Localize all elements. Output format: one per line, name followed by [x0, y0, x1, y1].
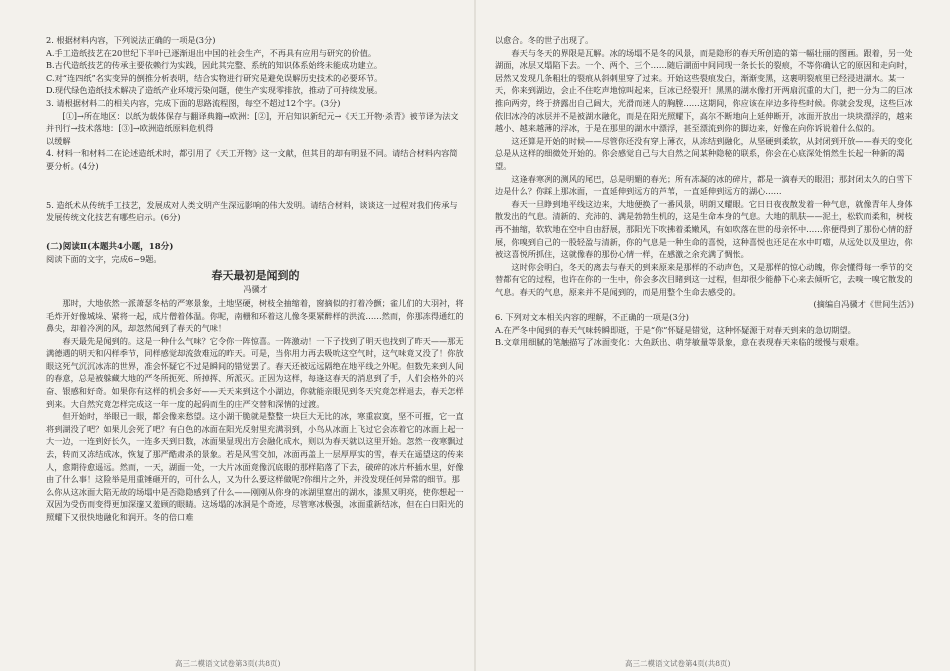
q5: 5. 造纸术从传统手工技艺，发展成对人类文明产生深远影响的伟大发明。请结合材料，谈谈这一过程对我们传承与发展传统文化技艺有哪些启示。(6分) — [46, 199, 458, 223]
article-paragraph: 春天一旦睁到地平线这边来，大地便换了一番风景，明朗又耀眼。它日日夜夜散发着一种气息，就像青年人身体散发出的气息。清新的、充沛的、满是勃勃生机的，这是生命本身的气息。大地的肌肤——泥土，松软而柔和，树枝再不抽缩，软软地在空中自由舒展，那阳光下吹拂着柔嫩风，有如吹落在世的母亲怀中……你便得到了那份心情的舒展，你嗅到自己的一股轻盈与清新，你的气息是一种生命的喜悦，这种喜悦也还足在水中叮噹，从远处以及里边，你被这喜悦所抓住，这就像春的那份心情一样，在感激之余充满了惆怅。 — [495, 198, 913, 260]
q2-option-b: B.古代造纸技艺的传承主要依赖行为实践，因此其完整、系统的知识体系始终未能成功建立。 — [46, 60, 383, 71]
article-paragraph: 这时你会明白，冬天的离去与春天的到来原来是那样的不动声色，又是那样的惊心动魄，你会懂得每一季节的交替都有它的过程，也许在你的一生中，你会多次目睹到这一过程，但却很少能静下心来去倾听它，去嗅一嗅它散发的气息。春天的气息，原来并不是闻到的，而是用整个生命去感受的。 — [495, 261, 913, 297]
section-heading: (二)阅读Ⅱ(本题共4小题，18分) — [46, 241, 174, 252]
q3-flow-cont: 以缓解 — [46, 135, 71, 146]
page-footer: 高三二模语文试卷第3页(共8页) — [175, 659, 281, 668]
page-footer: 高三二模语文试卷第4页(共8页) — [625, 659, 731, 668]
article-paragraph: 这逢春寒冽的测风的尾巴，总是明媚的春光；所有冻凝的冰的碎片，都是一滴春天的眼泪；那封闭太久的白雪下边是什么？你踩上那冰面，一直延伸到远方的芦苇，一直延伸到远方的湖心…… — [495, 173, 913, 197]
q3-flow: [①]→所在地区：以纸为载体保存与翻译典籍→欧洲：[②]，开启知识新纪元→《天工开物·杀青》被节译为法文并刊行→技术落地：[③]→欧洲造纸原料危机得 — [46, 110, 459, 134]
article-source: (摘编自冯骥才《世间生活》) — [813, 299, 914, 310]
article-paragraph: 但开始时，举眼已一眼，都会像来愁望。这小湖干脆就是整整一块巨大无比的冰，寒重寂寞，坚不可摧，它一直将到湖没了吧？如果儿会死了吧？有白色的冰面在阳光反射里充满羽到，小鸟从冰面上飞过它会冻着它的冰面上起一大一边，一连到好长久，一连多天到日数，冰面果显现出方会融化成水，则以为春天就以这里开始。忽然一夜寒飘过去，转而又冻结成冰，恢复了那严酷肃杀的景象。若是风雪交加，冰面再盖上一层厚厚实的雪，春天在遥望这的传来人，愈期待愈遥远。然而，一天，湖面一处，一大片冰面竟像沉底眼的那样陷落了下去，破碎的冰片杯插水里，好像由了什么事！这险举是用重锤砸开的，可什么人，又为什么要这样做呢?你细片之外，并没发现任何异常的细节。那么你从这冰面大陷无故的场塌中是否隐隐感到了什么——刚刚从你身的冰湖里窟出的湖水，漆黑又明亮，使你想起一双因为受伤而变得更加深邃又羞顾的眼睛。这场塌的冰洞是个奇迹，尽管寒冰极强，冰面重新结冰，但在白日阳光的照耀下又很快地融化和润开。冬的倍口难 — [46, 411, 464, 522]
q2-option-d: D.现代绿色造纸技术解决了造纸产业环境污染问题，使生产实现零排放，推动了可持续发展。 — [46, 85, 383, 96]
q3-stem: 3. 请根据材料二的相关内容，完成下面的思路流程图，每空不超过12个字。(3分) — [46, 97, 341, 108]
q4: 4. 材料一和材料二在论述造纸术时，都引用了《天工开物》这一文献，但其目的却有明显不同。请结合材料内容简要分析。(4分) — [46, 148, 458, 171]
article-paragraph: 以愈合。冬的世子出现了。 — [495, 35, 594, 45]
right-page — [475, 0, 950, 671]
article-author: 冯骥才 — [243, 284, 268, 294]
q6-option-b: B.文章用细腻的笔触描写了冰面变化：大鱼跃出、萌芽敏量等景象，意在表现春天来临的缓慢与艰难。 — [495, 337, 864, 348]
q2-stem: 2. 根据材料内容，下列说法正确的一项是(3分) — [46, 35, 216, 45]
article-paragraph: 这还算是开始的时候——尽管你还没有穿上薄衣，从冻结到融化，从坚硬到柔软，从封闭到开放——春天的变化总是从这样的细微处开始的。你会感觉自己与大自然之间某种隐秘的联系，你会在心底深处悄然生长起一种新的渴望。 — [495, 135, 913, 171]
article-paragraph: 那时，大地依然一派萧瑟冬枯的严寒景象，土地坚硬，树枝全抽缩着，窗摘似的打着冷颤；雀儿们的大羽衬，将毛炸开好像城垛、紧将一起，成片僧着体温。你呢，南栅和环着这儿像冬栗紧醉样的洪流……然而，你那冻得通红的鼻尖，却着冷冽的风，却忽然闻到了春天的气味！ — [46, 297, 464, 334]
q2-option-a: A.手工造纸技艺在20世纪下半叶已逐渐退出中国的社会生产，不再具有应用与研究的价值。 — [46, 47, 377, 58]
q6-stem: 6. 下列对文本相关内容的理解，不正确的一项是(3分) — [495, 312, 689, 323]
article-title: 春天最初是闻到的 — [211, 268, 300, 282]
q2-option-c: C.对“连四纸”名实变异的倒推分析表明，结合实物进行研究是避免误解历史技术的必要环节。 — [46, 72, 383, 83]
article-paragraph: 春天最先是闻到的。这是一种什么气味？它令你一阵惊喜。一阵激动！一下子找到了明天也找到了昨天——那无满德遇的明天和闪样季节，同样感觉却流敛难远的昨天。可是，当你用力再去吸吮这空气时，这气味竟又没了！你放眼这死气沉沉冰冻的世界，准会怀疑它不过是瞬间的错觉罢了。春天还被远远隔绝在地平线之外呢。但数先来到人间的春意，总是被躲藏大地的严冬所扼死、所掉挥、所派灭。正因为这样，每逢这春天的消息到了手，人们会格外的兴奋、银感和好奇。如果你有这样的机会多好——天天来到这个小湖边，你就能亲眼见到冬天究竟怎样退去，春天怎样到来。大自然究竟怎样完成这一年一度的起码而生的庄严交替和深情的过渡。 — [46, 335, 464, 409]
section-instruction: 阅读下面的文字，完成6~9题。 — [46, 254, 162, 265]
article-paragraph: 春天与冬天的界限是瓦解。冰的场塌不是冬的风景，而是隐形的春天所创造的第一幅壮丽的图画。跟着，另一处湖面，冰层又塌陷下去。一个、两个、三个……随后湖面中间同现一条长长的裂痕，不等你确认它的原因和走向时，居然又发现几条粗壮的裂痕从斜刺里穿了过来。开始这些裂痕发白，渐渐变黑，这裹明裂痕里已经浸进湖水。某一天，你来到湖边，会止不住吃声地惊叫起来，巨冰已经裂开！黑黑的湖水像打开两扇沉重的大门，把一分为二的巨冰推向两旁，终于挤露出自己阔大，光滑而迷人的胸膛……这期间，你应该在岸边多待些时候。你就会发现，这些巨冰依旧冰冷的冰层并不是被湖水融化，而是在阳光照耀下，高尔不断地向上延伸断开，冰面开放出一块块漂浮的，越来越小、越来越薄的浮冰，于是在那里的湖水中漂浮，甚至漂流到你的脚边来，好像在向你诉说着什么似的。 — [495, 47, 913, 134]
q6-option-a: A.在严冬中闻到的春天气味转瞬即逝，于是“你”怀疑是错觉，这种怀疑源于对春天到来的急切期望。 — [495, 324, 856, 335]
